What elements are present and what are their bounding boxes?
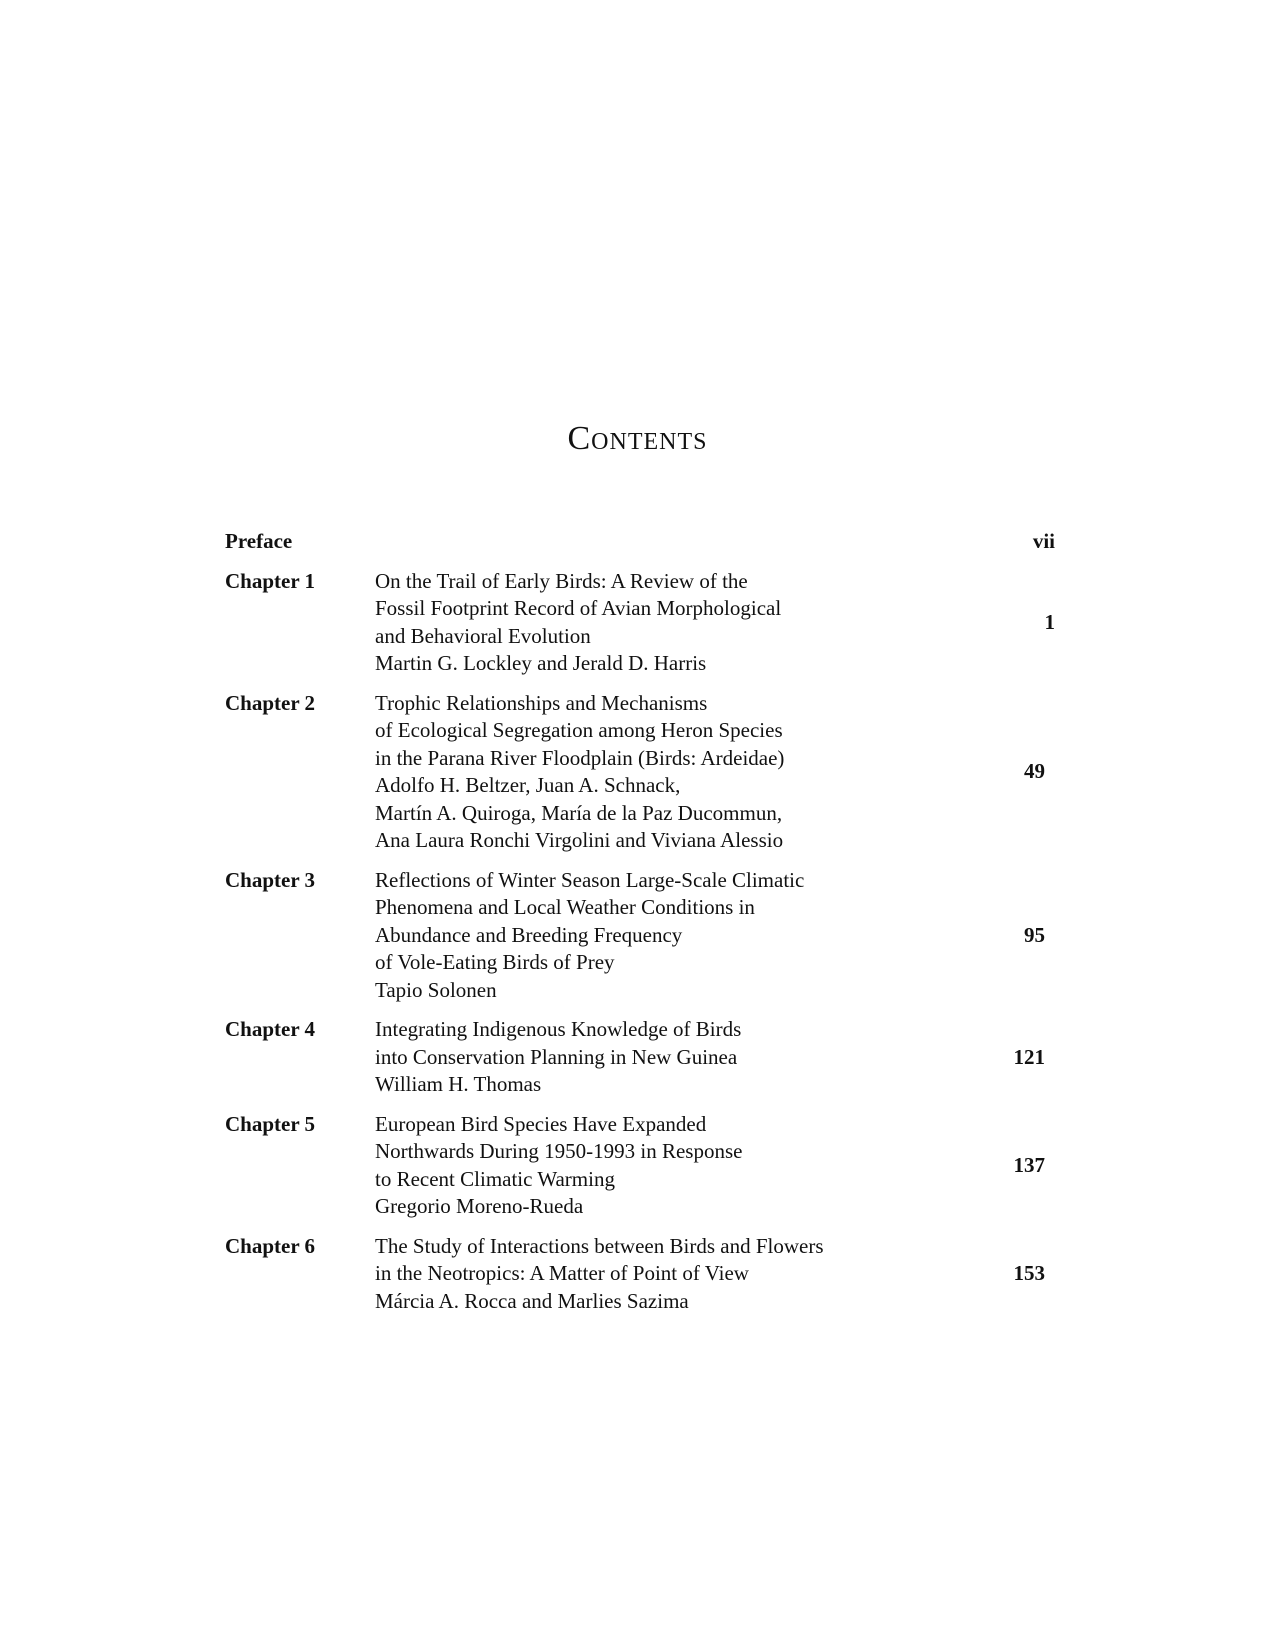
toc-entry-chapter-2 (225, 690, 1055, 855)
toc-author-line: William H. Thomas (375, 1072, 542, 1096)
toc-entry-label: Preface (225, 529, 293, 553)
toc-author-line: Martin G. Lockley and Jerald D. Harris (375, 651, 707, 675)
toc-entry-chapter-4 (225, 1016, 1055, 1099)
toc-title-line: of Ecological Segregation among Heron Species (375, 718, 783, 742)
toc-entry-label: Chapter 5 (225, 1111, 316, 1136)
toc-page-number: 95 (1024, 922, 1045, 947)
toc-entry-chapter-3 (225, 867, 1055, 1005)
toc-page-number: vii (1032, 529, 1055, 553)
toc-entry-body (375, 1016, 965, 1099)
toc-entry-label: Chapter 3 (225, 867, 316, 892)
toc-title-line: Phenomena and Local Weather Conditions in (375, 895, 755, 919)
toc-author-line: Ana Laura Ronchi Virgolini and Viviana Alessio (375, 828, 784, 852)
toc-page-number: 1 (1044, 609, 1055, 634)
page-title: Contents (567, 420, 708, 457)
toc-entry-body (375, 568, 975, 678)
toc-author-line: Martín A. Quiroga, María de la Paz Ducommun, (375, 800, 783, 825)
toc-title-line: Fossil Footprint Record of Avian Morphological (375, 596, 782, 620)
toc-entry-body (375, 1233, 965, 1316)
toc-title-line: in the Parana River Floodplain (Birds: Ardeidae) (375, 745, 785, 770)
toc-entry-body (375, 1111, 965, 1221)
toc-title-line: in the Neotropics: A Matter of Point of View (375, 1261, 749, 1285)
toc-page-number: 49 (1024, 759, 1045, 784)
toc-title-line: into Conservation Planning in New Guinea (375, 1044, 738, 1069)
toc-title-line: Trophic Relationships and Mechanisms (375, 690, 708, 715)
toc-entry-label: Chapter 1 (225, 568, 316, 593)
toc-author-line: Márcia A. Rocca and Marlies Sazima (375, 1288, 689, 1313)
toc-title-line: On the Trail of Early Birds: A Review of the (375, 568, 748, 593)
toc-title-line: of Vole-Eating Birds of Prey (375, 950, 615, 974)
toc-entry-label: Chapter 6 (225, 1233, 316, 1258)
toc-title-line: Integrating Indigenous Knowledge of Birds (375, 1017, 742, 1041)
toc-title-line: to Recent Climatic Warming (375, 1166, 615, 1191)
toc-author-line: Adolfo H. Beltzer, Juan A. Schnack, (375, 773, 681, 797)
toc-title-line: The Study of Interactions between Birds and Flowers (375, 1233, 824, 1258)
table-of-contents (225, 528, 1055, 1327)
toc-entry-body (375, 690, 965, 855)
toc-page-number: 137 (1013, 1152, 1045, 1177)
toc-entry-body (375, 867, 965, 1005)
toc-entry-chapter-5 (225, 1111, 1055, 1221)
toc-title-line: Abundance and Breeding Frequency (375, 922, 683, 947)
toc-entry-chapter-1 (225, 568, 1055, 678)
toc-author-line: Gregorio Moreno-Rueda (375, 1194, 584, 1218)
toc-title-line: Reflections of Winter Season Large-Scale Climatic (375, 867, 805, 892)
toc-entry-preface (225, 528, 1055, 556)
toc-entry-label: Chapter 4 (225, 1017, 316, 1041)
toc-entry-label: Chapter 2 (225, 690, 316, 715)
toc-page-number: 153 (1013, 1261, 1045, 1285)
toc-page-number: 121 (1013, 1044, 1045, 1069)
toc-entry-chapter-6 (225, 1233, 1055, 1316)
toc-title-line: European Bird Species Have Expanded (375, 1111, 707, 1136)
toc-author-line: Tapio Solonen (375, 977, 497, 1002)
toc-title-line: and Behavioral Evolution (375, 623, 591, 648)
toc-title-line: Northwards During 1950-1993 in Response (375, 1139, 743, 1163)
